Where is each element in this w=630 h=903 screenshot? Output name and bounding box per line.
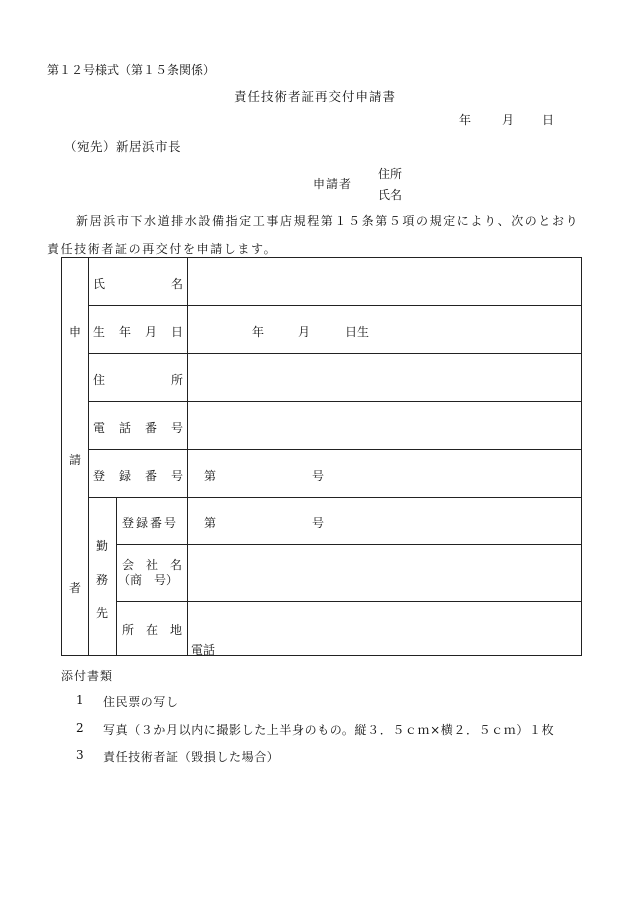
- company-trade-name-label: （商 号）: [118, 573, 179, 587]
- registration-prefix: 第: [204, 469, 217, 483]
- workplace-vertical-char: 先: [96, 606, 109, 620]
- workplace-vertical-char: 務: [96, 573, 109, 587]
- divider-label-column-lower: [187, 497, 188, 655]
- attachment-number: 3: [76, 748, 84, 762]
- name-label-char: 氏: [93, 277, 106, 291]
- applicant-vertical-char: 者: [69, 581, 82, 595]
- row-divider: [88, 305, 581, 306]
- birth-day-suffix: 日生: [345, 325, 370, 339]
- applicant-name-label: 氏名: [378, 188, 403, 202]
- workplace-registration-prefix: 第: [204, 516, 217, 530]
- workplace-phone-label: 電話: [191, 643, 216, 657]
- applicant-label: 申請者: [313, 177, 353, 191]
- birth-year-label: 年: [252, 325, 265, 339]
- body-text-line-2: 責任技術者証の再交付を申請します。: [47, 242, 278, 256]
- applicant-address-label: 住所: [378, 167, 403, 181]
- birth-label-char: 日: [171, 325, 184, 339]
- birth-label-char: 年: [119, 325, 132, 339]
- address-label-char: 所: [171, 373, 184, 387]
- attachments-title: 添付書類: [61, 669, 114, 683]
- row-divider: [116, 544, 581, 545]
- divider-workplace-column: [116, 497, 117, 655]
- workplace-registration-label: 登録番号: [122, 516, 179, 530]
- phone-label-char: 話: [119, 421, 132, 435]
- phone-label-char: 号: [171, 421, 184, 435]
- workplace-registration-suffix: 号: [312, 516, 325, 530]
- attachment-text: 責任技術者証（毀損した場合）: [103, 750, 280, 764]
- page-title: 責任技術者証再交付申請書: [233, 89, 396, 104]
- divider-applicant-column: [88, 258, 89, 655]
- name-label-char: 名: [171, 277, 184, 291]
- applicant-vertical-char: 請: [69, 453, 82, 467]
- birth-label-char: 生: [93, 325, 106, 339]
- location-label: 所 在 地: [122, 623, 183, 637]
- addressee: （宛先）新居浜市長: [64, 139, 182, 154]
- application-table: [61, 257, 582, 656]
- date-day-label: 日: [542, 113, 555, 127]
- registration-suffix: 号: [312, 469, 325, 483]
- birth-label-char: 月: [145, 325, 158, 339]
- address-label-char: 住: [93, 373, 106, 387]
- registration-label-char: 登: [93, 469, 106, 483]
- row-divider: [88, 353, 581, 354]
- registration-label-char: 録: [119, 469, 132, 483]
- row-divider: [88, 497, 581, 498]
- phone-label-char: 電: [93, 421, 106, 435]
- row-divider: [116, 601, 581, 602]
- workplace-vertical-char: 勤: [96, 539, 109, 553]
- registration-label-char: 号: [171, 469, 184, 483]
- row-divider: [88, 449, 581, 450]
- company-name-label: 会 社 名: [122, 558, 183, 572]
- body-text-line-1: 新居浜市下水道排水設備指定工事店規程第１５条第５項の規定により、次のとおり: [76, 214, 580, 228]
- form-number: 第１２号様式（第１５条関係）: [47, 63, 216, 77]
- birth-month-label: 月: [298, 325, 311, 339]
- phone-label-char: 番: [145, 421, 158, 435]
- attachment-number: 2: [76, 721, 84, 735]
- registration-label-char: 番: [145, 469, 158, 483]
- divider-label-column-upper: [187, 258, 188, 498]
- attachment-text: 住民票の写し: [103, 695, 179, 709]
- attachment-number: 1: [76, 693, 84, 707]
- row-divider: [88, 401, 581, 402]
- attachment-text: 写真（３か月以内に撮影した上半身のもの。縦３．５ｃｍ×横２．５ｃｍ）１枚: [103, 723, 555, 737]
- applicant-vertical-char: 申: [69, 325, 82, 339]
- date-month-label: 月: [502, 113, 515, 127]
- date-year-label: 年: [459, 113, 472, 127]
